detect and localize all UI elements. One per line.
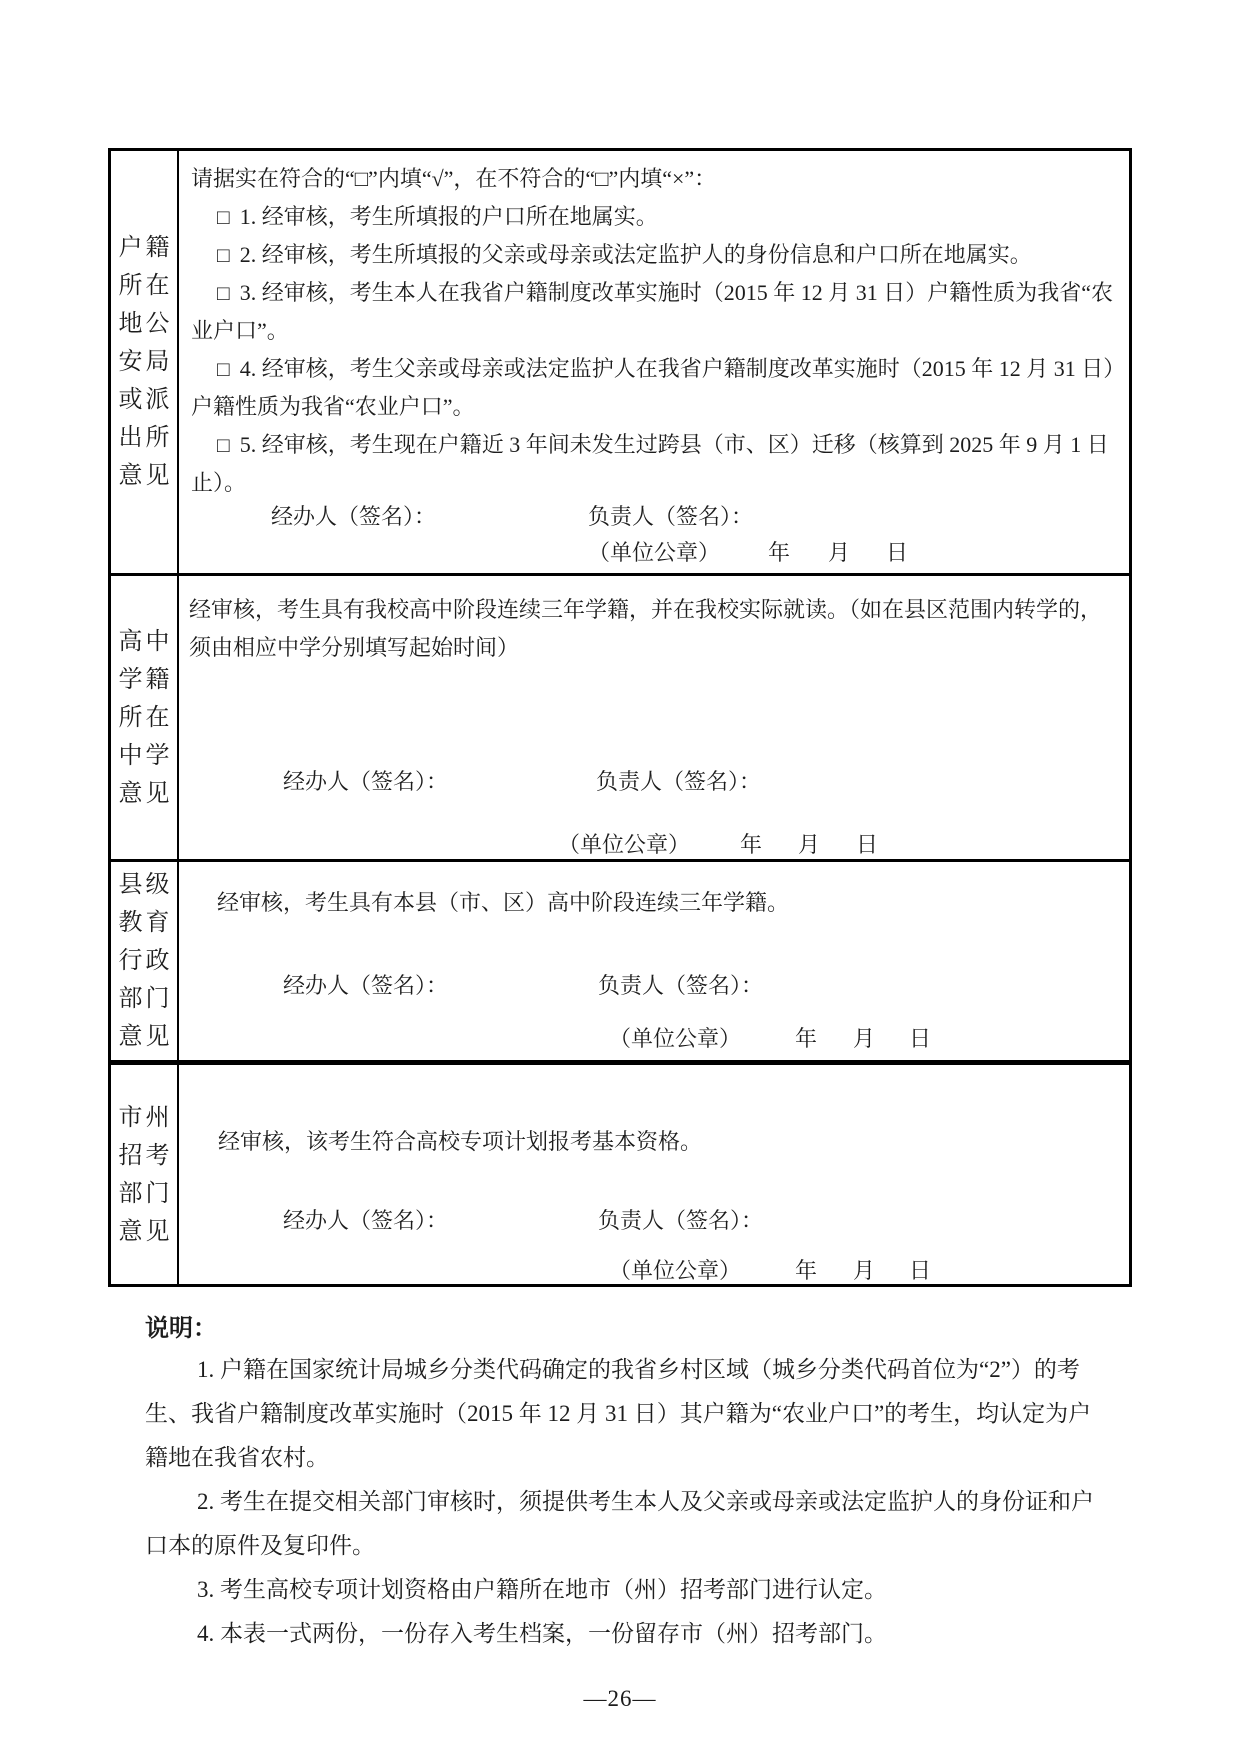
checkbox-icon: □ [217,433,230,457]
note-item: 3. 考生高校专项计划资格由户籍所在地市（州）招考部门进行认定。 [197,1577,887,1602]
opinion-paragraph: 经审核，考生具有我校高中阶段连续三年学籍，并在我校实际就读。（如在县区范围内转学的，须由相应中学分别填写起始时间） [189,597,1103,660]
note-item: 2. 考生在提交相关部门审核时，须提供考生本人及父亲或母亲或法定监护人的身份证和户口本的原件及复印件。 [145,1489,1094,1558]
checkbox-icon: □ [217,357,230,381]
checklist-item [191,236,1115,274]
date-month-label: 月 [853,1026,876,1051]
notes-section [145,1308,1097,1656]
row-content-city [179,1065,1129,1284]
review-table [108,148,1132,1287]
table-row-county-education-opinion [111,859,1129,1060]
checklist-item [191,426,1115,502]
handler-signature-label: 经办人（签名）： [271,504,437,529]
date-day-label: 日 [886,540,909,565]
checkbox-icon: □ [217,243,230,267]
row-header-line: 部门 [118,986,173,1012]
row-header-line: 意见 [118,780,173,807]
date-month-label: 月 [798,832,821,857]
handler-signature-label: 经办人（签名）： [283,769,449,794]
manager-signature-label: 负责人（签名）： [596,769,762,794]
manager-signature-label: 负责人（签名）： [598,973,764,998]
row-header-line: 行政 [118,948,173,974]
row-header-line: 所在 [118,704,173,731]
note-item: 1. 户籍在国家统计局城乡分类代码确定的我省乡村区域（城乡分类代码首位为“2”）的考生、我省户籍制度改革实施时（2015 年 12 月 31 日）其户籍为“农业户口”的考生，均认定为户籍地在我省农村。 [145,1357,1092,1470]
notes-heading: 说明： [145,1314,217,1342]
checklist-item [191,274,1115,350]
checkbox-icon: □ [217,281,230,305]
row-header-line: 安局 [118,349,173,375]
row-header-line: 出所 [118,425,173,451]
date-year-label: 年 [740,832,763,857]
seal-label: （单位公章） [558,832,691,857]
page-number: —26— [583,1686,657,1711]
handler-signature-label: 经办人（签名）： [283,1208,449,1233]
row-header-line: 部门 [118,1180,173,1207]
row-header-line: 中学 [118,742,173,769]
row-header-line: 招考 [118,1142,173,1169]
table-row-school-opinion [111,573,1129,859]
table-row-city-admissions-opinion [111,1060,1129,1284]
seal-label: （单位公章） [588,540,721,565]
checklist-item-text: 4. 经审核，考生父亲或母亲或法定监护人在我省户籍制度改革实施时（2015 年 12 月 31 日）户籍性质为我省“农业户口”。 [191,356,1115,419]
date-year-label: 年 [795,1258,818,1283]
checklist-instruction: 请据实在符合的“□”内填“√”，在不符合的“□”内填“×”： [191,166,717,191]
row-content-school [179,576,1129,859]
row-header-line: 地公 [118,311,173,337]
row-header-line: 县级 [118,872,173,898]
date-day-label: 日 [856,832,879,857]
row-header-line: 户籍 [118,235,173,261]
checklist-item [191,350,1115,426]
row-header-school [111,576,179,859]
manager-signature-label: 负责人（签名）： [588,504,754,529]
table-row-police-opinion [111,151,1129,573]
row-header-line: 所在 [118,273,173,299]
row-header-line: 学籍 [118,666,173,693]
row-header-line: 高中 [118,628,173,655]
manager-signature-label: 负责人（签名）： [598,1208,764,1233]
checklist-item-text: 5. 经审核，考生现在户籍近 3 年间未发生过跨县（市、区）迁移（核算到 2025 年 9 月 1 日止）。 [191,432,1109,495]
row-header-police [111,151,179,573]
date-year-label: 年 [768,540,791,565]
date-day-label: 日 [909,1026,932,1051]
date-month-label: 月 [828,540,851,565]
opinion-paragraph: 经审核，该考生符合高校专项计划报考基本资格。 [218,1129,703,1154]
date-month-label: 月 [853,1258,876,1283]
row-content-police [179,151,1129,573]
row-header-line: 或派 [118,387,173,413]
row-content-county [179,862,1129,1060]
checklist [179,151,1129,502]
checklist-item-text: 3. 经审核，考生本人在我省户籍制度改革实施时（2015 年 12 月 31 日）户籍性质为我省“农业户口”。 [191,280,1113,343]
note-item: 4. 本表一式两份，一份存入考生档案，一份留存市（州）招考部门。 [197,1621,887,1646]
opinion-paragraph: 经审核，考生具有本县（市、区）高中阶段连续三年学籍。 [217,890,790,915]
row-header-line: 意见 [118,1024,173,1050]
seal-label: （单位公章） [609,1258,742,1283]
checklist-item-text: 1. 经审核，考生所填报的户口所在地属实。 [239,204,658,229]
seal-label: （单位公章） [609,1026,742,1051]
checkbox-icon: □ [217,205,230,229]
row-header-city [111,1065,179,1284]
date-day-label: 日 [909,1258,932,1283]
row-header-line: 意见 [118,1218,173,1245]
checklist-item-text: 2. 经审核，考生所填报的父亲或母亲或法定监护人的身份信息和户口所在地属实。 [239,242,1032,267]
row-header-line: 意见 [118,463,173,489]
checklist-item [191,198,1115,236]
row-header-line: 教育 [118,910,173,936]
date-year-label: 年 [795,1026,818,1051]
row-header-county [111,862,179,1060]
handler-signature-label: 经办人（签名）： [283,973,449,998]
row-header-line: 市州 [118,1104,173,1131]
